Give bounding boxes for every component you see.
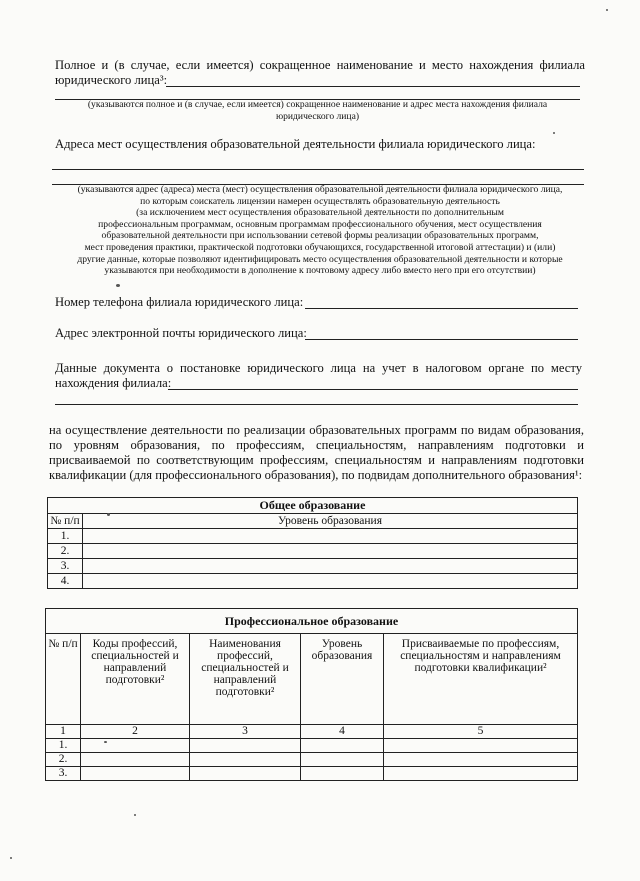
prof-col-level: Уровень образования [301, 634, 384, 725]
scope-line: квалификации (для профессионального образования), по подвидам дополнительного образования¹: [49, 468, 583, 482]
table-row [46, 739, 578, 753]
tax-field[interactable] [168, 389, 578, 390]
addresses-field-1[interactable] [52, 169, 584, 170]
table-row [48, 544, 578, 559]
col-number: 4 [301, 725, 384, 739]
email-label: Адрес электронной почты юридического лица: [55, 326, 307, 340]
qualification-cell[interactable] [384, 753, 578, 767]
level-cell[interactable] [83, 544, 578, 559]
tax-label-line2: нахождения филиала: [55, 376, 172, 390]
addresses-note-line: по которым соискатель лицензии намерен осуществлять образовательную деятельность [140, 195, 500, 207]
row-number: 2. [48, 544, 83, 559]
row-number: 1. [48, 529, 83, 544]
prof-col-qualifications: Присваиваемые по профессиям, специальностям и направлениям подготовки квалификации² [384, 634, 578, 725]
tax-field-continued[interactable] [55, 404, 578, 405]
prof-col-names: Наименования профессий, специальностей и направлений подготовки² [190, 634, 301, 725]
addresses-note-line: мест проведения практики, практической подготовки обучающихся, государственной итоговой аттестации) и (или) [84, 241, 556, 253]
addresses-note-line: (за исключением мест осуществления образовательной деятельности по дополнительным [136, 207, 504, 219]
prof-col-num: № п/п [46, 634, 81, 725]
tax-label-line1: Данные документа о постановке юридического лица на учет в налоговом органе по месту [55, 361, 582, 375]
scope-line: присваиваемой по соответствующим профессиям, специальностям и направлениям подготовки [49, 453, 584, 467]
qualification-cell[interactable] [384, 739, 578, 753]
codes-cell[interactable] [81, 753, 190, 767]
scan-speck [116, 284, 120, 287]
general-table-col-num: № п/п [48, 514, 83, 529]
names-cell[interactable] [190, 753, 301, 767]
names-cell[interactable] [190, 739, 301, 753]
level-cell[interactable] [301, 753, 384, 767]
table-row [48, 559, 578, 574]
branch-name-note-line2: юридического лица) [275, 111, 360, 122]
addresses-note-line: указываются при необходимости в дополнение к почтовому адресу либо вместо него при его отсутствии) [104, 265, 536, 277]
branch-name-label-line2: юридического лица³: [55, 73, 168, 87]
email-field[interactable] [305, 339, 578, 340]
table-row [48, 529, 578, 544]
scan-speck [104, 741, 107, 743]
prof-col-codes: Коды профессий, специальностей и направлений подготовки² [81, 634, 190, 725]
col-number: 1 [46, 725, 81, 739]
table-row [48, 574, 578, 589]
codes-cell[interactable] [81, 739, 190, 753]
scope-line: на осуществление деятельности по реализации образовательных программ по видам образования, [49, 423, 584, 437]
scope-paragraph [49, 423, 584, 483]
table-row [46, 767, 578, 781]
col-number: 3 [190, 725, 301, 739]
row-number: 3. [48, 559, 83, 574]
addresses-note-line: образовательной деятельности при использовании сетевой формы реализации образовательных программ, [101, 230, 539, 242]
addresses-label: Адреса мест осуществления образовательной деятельности филиала юридического лица: [55, 137, 536, 151]
row-number: 1. [46, 739, 81, 753]
professional-education-table [45, 608, 578, 781]
phone-label: Номер телефона филиала юридического лица: [55, 295, 304, 309]
scan-speck [553, 132, 555, 134]
col-number: 5 [384, 725, 578, 739]
phone-field[interactable] [305, 308, 578, 309]
scope-line: по уровням образования, по профессиям, специальностям, направлениям подготовки и [49, 438, 584, 452]
scan-speck [10, 857, 12, 859]
branch-name-field[interactable] [166, 86, 580, 87]
row-number: 4. [48, 574, 83, 589]
qualification-cell[interactable] [384, 767, 578, 781]
branch-name-label-line1: Полное и (в случае, если имеется) сокращенное наименование и место нахождения филиала [55, 58, 585, 72]
table-row [46, 753, 578, 767]
level-cell[interactable] [83, 559, 578, 574]
level-cell[interactable] [301, 739, 384, 753]
addresses-note-line: профессиональным программам, основным программам профессионального обучения, мест осуществления [98, 218, 542, 230]
scan-speck [606, 9, 608, 11]
general-education-table [47, 497, 578, 589]
general-table-title: Общее образование [48, 498, 578, 514]
addresses-note-line: другие данные, которые позволяют идентифицировать место осуществления образовательной деятельности и которые [77, 253, 563, 265]
row-number: 3. [46, 767, 81, 781]
addresses-note [50, 184, 590, 277]
level-cell[interactable] [83, 574, 578, 589]
codes-cell[interactable] [81, 767, 190, 781]
general-table-col-level: Уровень образования [83, 514, 578, 529]
scan-speck [107, 513, 110, 516]
col-number: 2 [81, 725, 190, 739]
row-number: 2. [46, 753, 81, 767]
addresses-note-line: (указываются адрес (адреса) места (мест) осуществления образовательной деятельности филиала юридического лица, [77, 184, 563, 195]
level-cell[interactable] [83, 529, 578, 544]
branch-name-note-line1: (указываются полное и (в случае, если имеется) сокращенное наименование и адрес места нахождения филиала [87, 99, 548, 110]
names-cell[interactable] [190, 767, 301, 781]
prof-table-title: Профессиональное образование [46, 609, 578, 634]
level-cell[interactable] [301, 767, 384, 781]
scan-speck [134, 814, 136, 816]
